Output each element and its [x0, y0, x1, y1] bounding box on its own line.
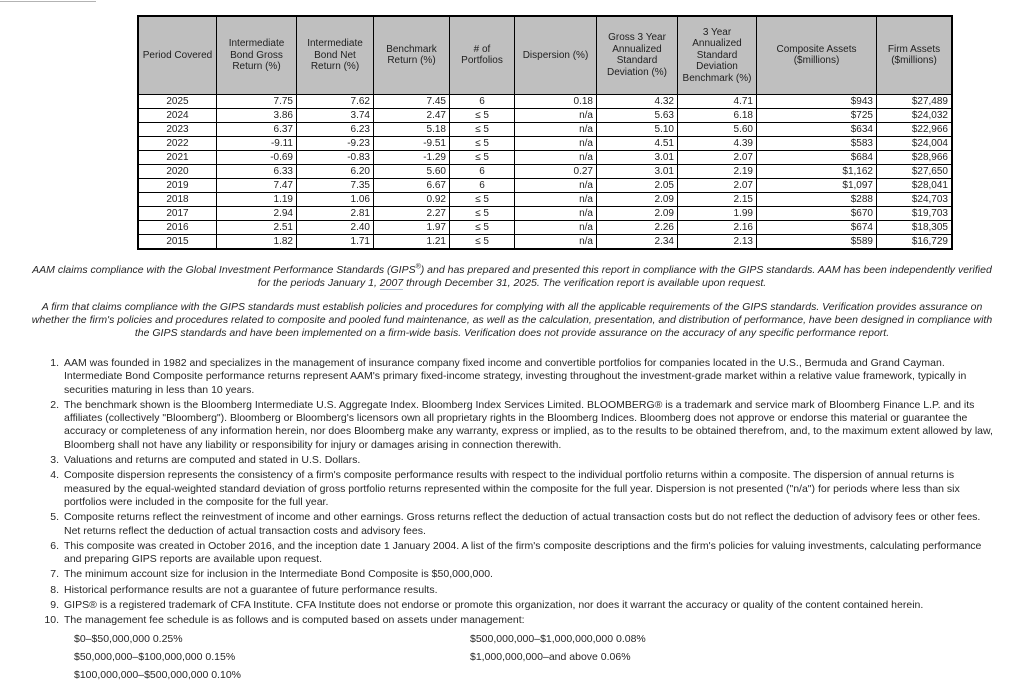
note-item-8	[42, 584, 994, 597]
table-cell: $1,162	[757, 164, 877, 178]
column-header: Firm Assets ($millions)	[877, 16, 953, 94]
table-cell: 1.97	[374, 220, 450, 234]
table-row	[138, 206, 952, 220]
fee-schedule-left-column	[64, 629, 470, 682]
table-cell: 2.34	[597, 234, 678, 249]
table-cell: -0.69	[217, 150, 297, 164]
table-cell: -9.23	[297, 136, 374, 150]
note-number: 1.	[50, 357, 59, 369]
table-cell: n/a	[515, 136, 597, 150]
table-cell: 2.09	[597, 206, 678, 220]
table-cell: $583	[757, 136, 877, 150]
table-cell: $1,097	[757, 178, 877, 192]
table-cell: 2.05	[597, 178, 678, 192]
table-cell: ≤ 5	[450, 122, 515, 136]
table-cell: $24,703	[877, 192, 953, 206]
table-cell: 2.15	[678, 192, 757, 206]
table-cell: 1.19	[217, 192, 297, 206]
note-item-10	[42, 614, 994, 682]
table-cell: 2016	[138, 220, 217, 234]
table-cell: 2017	[138, 206, 217, 220]
note-number: 10.	[44, 614, 59, 627]
table-cell: 2.16	[678, 220, 757, 234]
note-text: This composite was created in October 2016, and the inception date 1 January 2004. A list of the firm's composite descriptions and the firm's policies for valuing investments, calculating performance and preparing GIPS reports are available upon request.	[64, 539, 982, 566]
table-cell: ≤ 5	[450, 220, 515, 234]
table-cell: 2.27	[374, 206, 450, 220]
note-item-7	[42, 568, 994, 581]
disclosure-notes-list	[42, 357, 994, 684]
table-row	[138, 122, 952, 136]
table-cell: 6.23	[297, 122, 374, 136]
table-cell: 3.01	[597, 164, 678, 178]
table-cell: $16,729	[877, 234, 953, 249]
table-row	[138, 220, 952, 234]
table-cell: 2021	[138, 150, 217, 164]
table-cell: 2019	[138, 178, 217, 192]
column-header: Period Covered	[138, 16, 217, 94]
fee-tier: $50,000,000–$100,000,000 0.15%	[74, 650, 236, 663]
note-item-9	[42, 599, 994, 612]
note-number: 9.	[50, 599, 59, 612]
table-cell: 2.07	[678, 150, 757, 164]
table-cell: 7.62	[297, 94, 374, 108]
table-cell: 6	[450, 94, 515, 108]
table-cell: n/a	[515, 234, 597, 249]
table-cell: 0.18	[515, 94, 597, 108]
table-cell: $24,032	[877, 108, 953, 122]
table-cell: 4.32	[597, 94, 678, 108]
note-text: GIPS® is a registered trademark of CFA Institute. CFA Institute does not endorse or promote this organization, nor does it warrant the accuracy or quality of the content contained herein.	[64, 599, 924, 612]
table-cell: 0.27	[515, 164, 597, 178]
note-text: Valuations and returns are computed and stated in U.S. Dollars.	[64, 454, 361, 467]
table-cell: $684	[757, 150, 877, 164]
table-cell: 2.13	[678, 234, 757, 249]
table-cell: $589	[757, 234, 877, 249]
note-number: 6.	[50, 539, 59, 552]
table-row	[138, 94, 952, 108]
table-cell: $288	[757, 192, 877, 206]
column-header: Gross 3 Year Annualized Standard Deviation (%)	[597, 16, 678, 94]
fee-tier: $1,000,000,000–and above 0.06%	[470, 650, 631, 663]
compliance-claim-paragraph	[30, 264, 994, 290]
table-cell: 3.86	[217, 108, 297, 122]
table-cell: ≤ 5	[450, 234, 515, 249]
table-cell: ≤ 5	[450, 150, 515, 164]
table-cell: 6.20	[297, 164, 374, 178]
performance-table	[137, 15, 953, 250]
table-cell: 1.71	[297, 234, 374, 249]
compliance-claim-text-pre: AAM claims compliance with the Global Investment Performance Standards (GIPS	[32, 264, 416, 276]
note-number: 3.	[50, 454, 59, 467]
table-cell: -9.51	[374, 136, 450, 150]
table-cell: $27,489	[877, 94, 953, 108]
table-cell: 6	[450, 178, 515, 192]
table-cell: n/a	[515, 206, 597, 220]
table-cell: 2.51	[217, 220, 297, 234]
table-cell: 5.10	[597, 122, 678, 136]
table-cell: 2022	[138, 136, 217, 150]
table-cell: $24,004	[877, 136, 953, 150]
table-cell: 4.51	[597, 136, 678, 150]
note-text: AAM was founded in 1982 and specializes in the management of insurance company fixed income and convertible portfolios for companies located in the U.S., Bermuda and Grand Cayman. Intermediate Bond Composite performance returns represent AAM's primary fixed-income strategy, investing throughout the investment-grade market within a relative value framework, typically in securities maturing in less than 10 years.	[64, 357, 967, 396]
top-rule-divider	[0, 1, 96, 2]
table-cell: $943	[757, 94, 877, 108]
table-cell: 2.19	[678, 164, 757, 178]
table-cell: 7.35	[297, 178, 374, 192]
table-row	[138, 234, 952, 249]
column-header: Intermediate Bond Net Return (%)	[297, 16, 374, 94]
table-cell: ≤ 5	[450, 108, 515, 122]
column-header: Intermediate Bond Gross Return (%)	[217, 16, 297, 94]
table-cell: 7.45	[374, 94, 450, 108]
note-item-3	[42, 454, 994, 467]
table-cell: 6.37	[217, 122, 297, 136]
table-row	[138, 192, 952, 206]
note-text: The benchmark shown is the Bloomberg Intermediate U.S. Aggregate Index. Bloomberg Index Services Limited. BLOOMBERG® is a trademark and service mark of Bloomberg Finance L.P. and its affiliates (collectively "Bloomberg"). Bloomberg or Bloomberg's licensors own all proprietary rights in the Bloomberg Indices. Bloomberg does not approve or endorse this material or guarantee the accuracy or completeness of any information herein, nor does Bloomberg make any warranty, express or implied, as to the results to be obtained therefrom, and, to the maximum extent allowed by law, Bloomberg shall not have any liability or responsibility for injury or damages arising in connection therewith.	[64, 398, 993, 451]
table-cell: 1.06	[297, 192, 374, 206]
note-number: 2.	[50, 398, 59, 411]
table-cell: 2.09	[597, 192, 678, 206]
table-cell: 2023	[138, 122, 217, 136]
note-item-2	[42, 399, 994, 452]
table-cell: 6	[450, 164, 515, 178]
table-cell: 2.07	[678, 178, 757, 192]
table-cell: ≤ 5	[450, 136, 515, 150]
table-row	[138, 136, 952, 150]
table-cell: 3.74	[297, 108, 374, 122]
table-cell: $28,966	[877, 150, 953, 164]
table-cell: n/a	[515, 192, 597, 206]
table-cell: ≤ 5	[450, 206, 515, 220]
table-cell: -9.11	[217, 136, 297, 150]
table-cell: $725	[757, 108, 877, 122]
table-cell: $634	[757, 122, 877, 136]
table-cell: $670	[757, 206, 877, 220]
table-cell: n/a	[515, 220, 597, 234]
table-cell: 2025	[138, 94, 217, 108]
table-cell: 4.71	[678, 94, 757, 108]
verification-description-paragraph: A firm that claims compliance with the GIPS standards must establish policies and procedures for complying with all the applicable requirements of the GIPS standards. Verification provides assurance on whether the firm's policies and procedures related to composite and pooled fund maintenance, as well as the calculation, presentation, and distribution of performance, have been designed in compliance with the GIPS standards and have been implemented on a firm-wide basis. Verification does not provide assurance on the accuracy of any specific performance report.	[31, 301, 993, 339]
table-cell: 6.67	[374, 178, 450, 192]
compliance-claim-text-post: through December 31, 2025. The verification report is available upon request.	[403, 277, 767, 289]
note-number: 5.	[50, 511, 59, 524]
table-cell: 1.82	[217, 234, 297, 249]
table-cell: 2018	[138, 192, 217, 206]
table-cell: 2.81	[297, 206, 374, 220]
column-header: Benchmark Return (%)	[374, 16, 450, 94]
note-item-6	[42, 540, 994, 567]
note-text: The minimum account size for inclusion in the Intermediate Bond Composite is $50,000,000.	[64, 568, 493, 581]
note-text: The management fee schedule is as follows and is computed based on assets under management: $0–$50,000,000 0.25% $50,000,000–$100,000,000 0.15% $100,000,000–$500,000,000 0.10% $500,000,000–$1,000,000,000 0.08% $1,000,000,000–and above 0.06%	[64, 614, 994, 682]
verification-start-year: 2007	[379, 277, 404, 289]
fee-schedule-right-column	[470, 629, 810, 682]
note-item-4	[42, 469, 994, 509]
table-cell: 5.63	[597, 108, 678, 122]
performance-table-body	[138, 94, 952, 249]
fee-tier: $500,000,000–$1,000,000,000 0.08%	[470, 633, 646, 646]
table-cell: 7.47	[217, 178, 297, 192]
note-text: Composite returns reflect the reinvestment of income and other earnings. Gross returns reflect the deduction of actual transaction costs but do not reflect the deduction of advisory fees or other fees. Net returns reflect the deduction of actual transaction costs and advisory fees.	[64, 511, 981, 537]
note-number: 8.	[50, 583, 59, 596]
table-cell: 2.40	[297, 220, 374, 234]
table-row	[138, 108, 952, 122]
table-cell: $18,305	[877, 220, 953, 234]
registered-mark: ®	[415, 263, 421, 271]
column-header: Dispersion (%)	[515, 16, 597, 94]
note-item-5	[42, 511, 994, 538]
column-header: # of Portfolios	[450, 16, 515, 94]
table-row	[138, 150, 952, 164]
table-row	[138, 164, 952, 178]
table-cell: n/a	[515, 150, 597, 164]
table-cell: 1.21	[374, 234, 450, 249]
table-cell: 6.33	[217, 164, 297, 178]
note-item-1	[42, 357, 994, 397]
table-cell: 6.18	[678, 108, 757, 122]
table-cell: n/a	[515, 122, 597, 136]
table-cell: $19,703	[877, 206, 953, 220]
note-number: 4.	[50, 469, 59, 482]
note-number: 7.	[50, 568, 59, 581]
table-cell: 2024	[138, 108, 217, 122]
table-cell: $22,966	[877, 122, 953, 136]
table-cell: 2015	[138, 234, 217, 249]
table-cell: n/a	[515, 108, 597, 122]
table-cell: 2.94	[217, 206, 297, 220]
table-cell: $27,650	[877, 164, 953, 178]
note-text: Composite dispersion represents the consistency of a firm's composite performance results with respect to the individual portfolio returns within a composite. The dispersion of annual returns is measured by the equal-weighted standard deviation of gross portfolio returns represented within the composite for the full year. Dispersion is not presented ("n/a") for periods where less than six portfolios were included in the composite for the full year.	[64, 469, 960, 508]
table-cell: n/a	[515, 178, 597, 192]
column-header: 3 Year Annualized Standard Deviation Benchmark (%)	[678, 16, 757, 94]
table-cell: $674	[757, 220, 877, 234]
table-cell: -0.83	[297, 150, 374, 164]
table-cell: 1.99	[678, 206, 757, 220]
fee-tier: $100,000,000–$500,000,000 0.10%	[74, 668, 241, 681]
header-row	[138, 16, 952, 94]
table-cell: 2020	[138, 164, 217, 178]
compliance-claim-text-mid: ) and has prepared and presented this report in compliance with the GIPS standards. AAM has been independently verified for the periods January 1,	[257, 264, 992, 289]
column-header: Composite Assets ($millions)	[757, 16, 877, 94]
table-cell: 5.60	[374, 164, 450, 178]
table-cell: 0.92	[374, 192, 450, 206]
table-cell: 2.47	[374, 108, 450, 122]
table-cell: 3.01	[597, 150, 678, 164]
table-cell: ≤ 5	[450, 192, 515, 206]
table-row	[138, 178, 952, 192]
table-cell: 5.18	[374, 122, 450, 136]
table-cell: 7.75	[217, 94, 297, 108]
table-cell: 4.39	[678, 136, 757, 150]
table-cell: 2.26	[597, 220, 678, 234]
performance-table-header	[138, 16, 952, 94]
table-cell: 5.60	[678, 122, 757, 136]
fee-tier: $0–$50,000,000 0.25%	[74, 633, 183, 646]
table-cell: -1.29	[374, 150, 450, 164]
note-text: Historical performance results are not a guarantee of future performance results.	[64, 583, 438, 596]
fee-schedule	[64, 629, 994, 682]
table-cell: $28,041	[877, 178, 953, 192]
